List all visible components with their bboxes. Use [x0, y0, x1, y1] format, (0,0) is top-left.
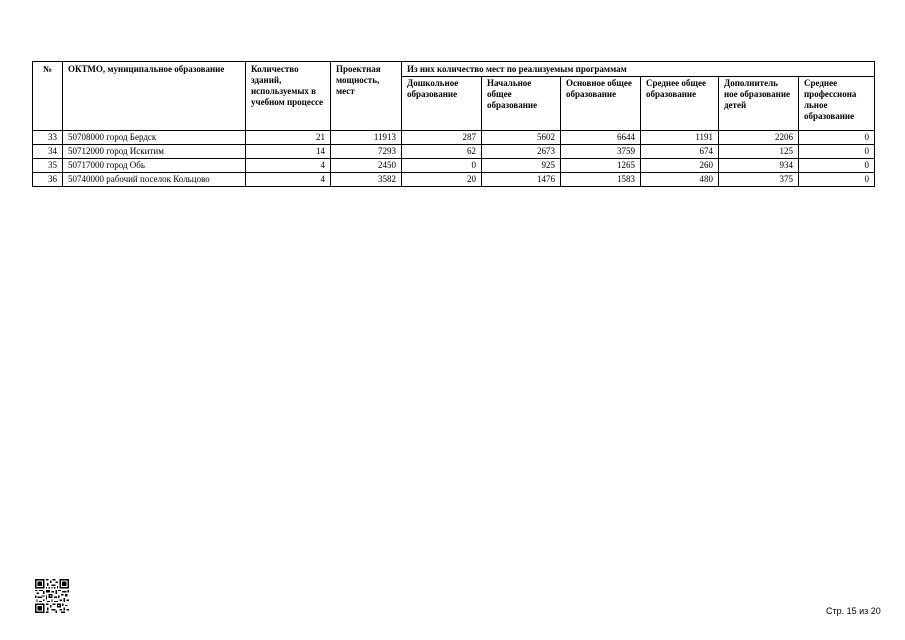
cell-vocational: 0 — [799, 145, 875, 159]
cell-preschool: 287 — [402, 131, 482, 145]
header-preschool: Дошкольное образование — [402, 77, 482, 131]
cell-primary: 925 — [482, 159, 561, 173]
cell-buildings: 14 — [246, 145, 331, 159]
header-vocational: Среднее профессиона льное образование — [799, 77, 875, 131]
cell-preschool: 0 — [402, 159, 482, 173]
cell-secondary: 260 — [641, 159, 719, 173]
cell-vocational: 0 — [799, 131, 875, 145]
cell-additional: 125 — [719, 145, 799, 159]
page-number: Стр. 15 из 20 — [826, 606, 881, 616]
cell-primary: 2673 — [482, 145, 561, 159]
header-group: Из них количество мест по реализуемым программам — [402, 62, 875, 77]
cell-buildings: 4 — [246, 159, 331, 173]
cell-primary: 5602 — [482, 131, 561, 145]
cell-basic: 1265 — [561, 159, 641, 173]
table-row — [33, 145, 875, 159]
cell-basic: 3759 — [561, 145, 641, 159]
cell-buildings: 4 — [246, 173, 331, 187]
table-row — [33, 159, 875, 173]
cell-preschool: 62 — [402, 145, 482, 159]
cell-num: 33 — [33, 131, 63, 145]
header-secondary: Среднее общее образование — [641, 77, 719, 131]
cell-additional: 934 — [719, 159, 799, 173]
data-table — [32, 61, 875, 187]
cell-capacity: 7293 — [331, 145, 402, 159]
cell-vocational: 0 — [799, 173, 875, 187]
table-row — [33, 131, 875, 145]
header-capacity: Проектная мощность, мест — [331, 62, 402, 131]
cell-additional: 375 — [719, 173, 799, 187]
cell-secondary: 1191 — [641, 131, 719, 145]
header-oktmo: ОКТМО, муниципальное образование — [63, 62, 246, 131]
cell-capacity: 3582 — [331, 173, 402, 187]
cell-secondary: 480 — [641, 173, 719, 187]
cell-vocational: 0 — [799, 159, 875, 173]
cell-name: 50740000 рабочий поселок Кольцово — [63, 173, 246, 187]
cell-primary: 1476 — [482, 173, 561, 187]
header-additional: Дополнитель ное образование детей — [719, 77, 799, 131]
cell-secondary: 674 — [641, 145, 719, 159]
cell-name: 50712000 город Искитим — [63, 145, 246, 159]
cell-num: 36 — [33, 173, 63, 187]
header-num: № — [33, 62, 63, 131]
cell-name: 50708000 город Бердск — [63, 131, 246, 145]
cell-additional: 2206 — [719, 131, 799, 145]
table-row — [33, 173, 875, 187]
cell-num: 34 — [33, 145, 63, 159]
cell-preschool: 20 — [402, 173, 482, 187]
header-buildings: Количество зданий, используемых в учебном процессе — [246, 62, 331, 131]
cell-capacity: 2450 — [331, 159, 402, 173]
cell-buildings: 21 — [246, 131, 331, 145]
qr-code-icon — [35, 579, 69, 613]
cell-capacity: 11913 — [331, 131, 402, 145]
header-primary: Начальное общее образование — [482, 77, 561, 131]
cell-num: 35 — [33, 159, 63, 173]
header-basic: Основное общее образование — [561, 77, 641, 131]
cell-basic: 6644 — [561, 131, 641, 145]
cell-basic: 1583 — [561, 173, 641, 187]
cell-name: 50717000 город Обь — [63, 159, 246, 173]
